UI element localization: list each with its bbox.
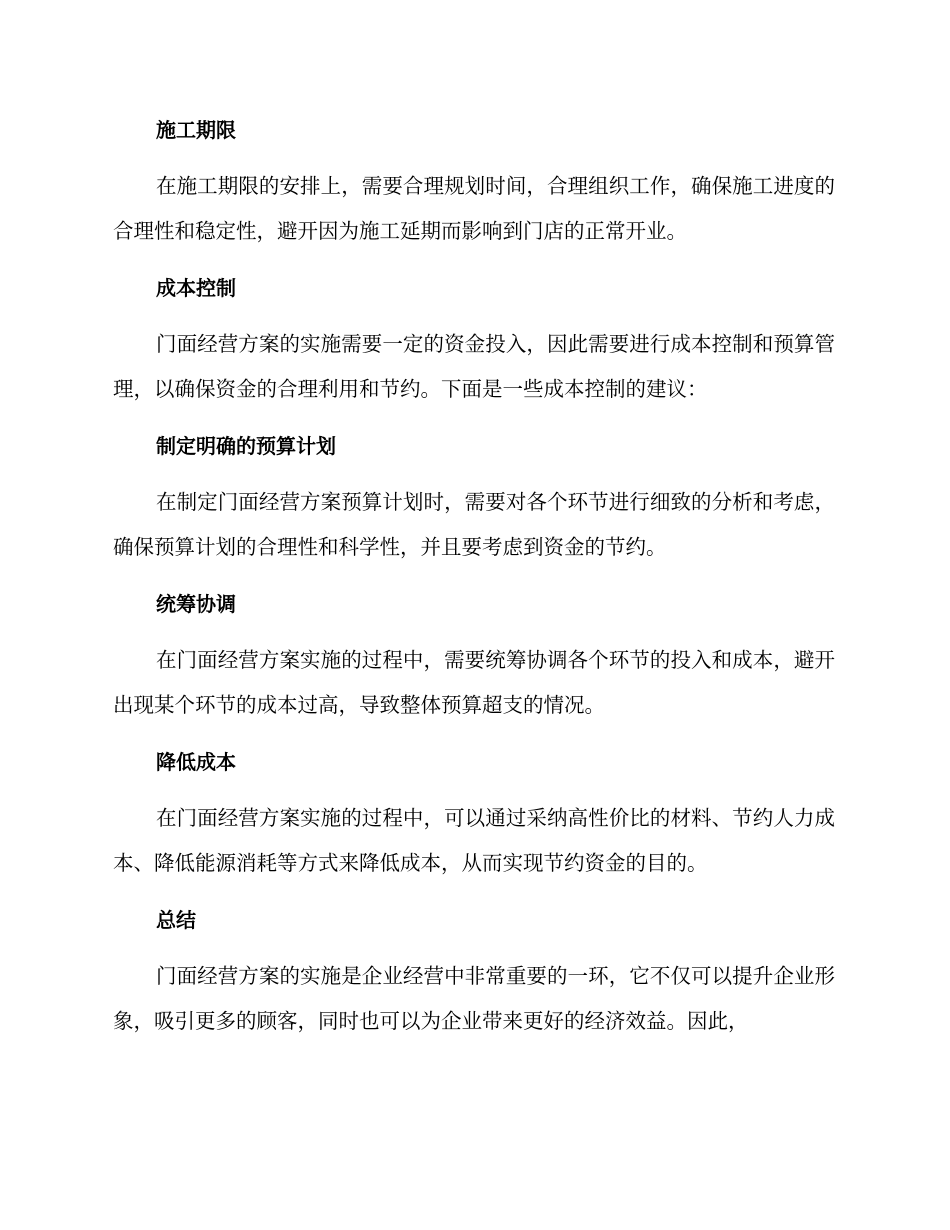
- section-paragraph-construction-period: 在施工期限的安排上，需要合理规划时间，合理组织工作，确保施工进度的合理性和稳定性，避开因为施工延期而影响到门店的正常开业。: [113, 174, 835, 243]
- section-paragraph-budget-plan: 在制定门面经营方案预算计划时，需要对各个环节进行细致的分析和考虑，确保预算计划的合理性和科学性，并且要考虑到资金的节约。: [113, 490, 835, 559]
- section-paragraph-cost-control: 门面经营方案的实施需要一定的资金投入，因此需要进行成本控制和预算管理，以确保资金的合理利用和节约。下面是一些成本控制的建议：: [113, 332, 835, 401]
- section-heading-reduce-cost: 降低成本: [156, 750, 236, 774]
- section-heading-budget-plan: 制定明确的预算计划: [156, 434, 336, 458]
- section-paragraph-summary: 门面经营方案的实施是企业经营中非常重要的一环，它不仅可以提升企业形象，吸引更多的顾客，同时也可以为企业带来更好的经济效益。因此，: [113, 964, 835, 1033]
- section-heading-cost-control: 成本控制: [156, 276, 236, 300]
- section-paragraph-coordination: 在门面经营方案实施的过程中，需要统筹协调各个环节的投入和成本，避开出现某个环节的成本过高，导致整体预算超支的情况。: [113, 648, 835, 717]
- section-heading-construction-period: 施工期限: [156, 118, 236, 142]
- section-heading-summary: 总结: [156, 908, 196, 932]
- document-body: [113, 112, 835, 1044]
- section-heading-coordination: 统筹协调: [156, 592, 236, 616]
- section-paragraph-reduce-cost: 在门面经营方案实施的过程中，可以通过采纳高性价比的材料、节约人力成本、降低能源消耗等方式来降低成本，从而实现节约资金的目的。: [113, 806, 835, 875]
